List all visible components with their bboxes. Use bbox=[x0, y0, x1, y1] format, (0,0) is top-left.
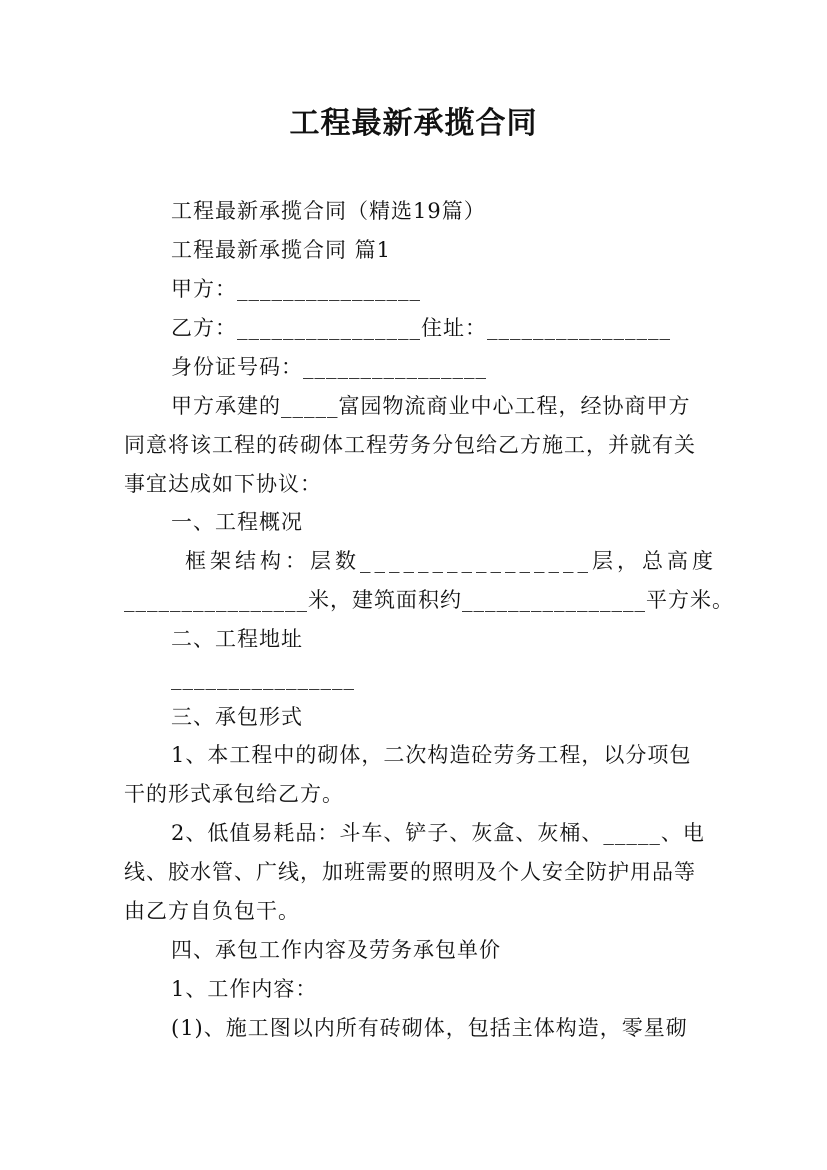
subtitle-line: 工程最新承揽合同（精选19篇） bbox=[171, 199, 486, 223]
paragraph-line: 框架结构：层数________________层，总高度 bbox=[185, 549, 717, 573]
section-heading: 工程最新承揽合同 篇1 bbox=[171, 238, 392, 262]
paragraph-line: 同意将该工程的砖砌体工程劳务分包给乙方施工，并就有关 bbox=[124, 433, 696, 457]
paragraph-line: ________________米，建筑面积约________________平方米。 bbox=[124, 588, 734, 612]
paragraph-line: 2、低值易耗品：斗车、铲子、灰盒、灰桶、_____、电 bbox=[171, 821, 705, 845]
paragraph-line: 由乙方自负包干。 bbox=[124, 899, 300, 923]
document-title: 工程最新承揽合同 bbox=[289, 106, 538, 141]
section-heading: 三、承包形式 bbox=[171, 705, 303, 729]
paragraph-line: 线、胶水管、广线，加班需要的照明及个人安全防护用品等 bbox=[124, 860, 696, 884]
paragraph-line: 1、工作内容： bbox=[171, 977, 318, 1001]
paragraph-line: 事宜达成如下协议： bbox=[124, 472, 322, 496]
section-heading: 二、工程地址 bbox=[171, 627, 303, 651]
party-a-line: 甲方：________________ bbox=[171, 277, 421, 301]
paragraph-line: (1)、施工图以内所有砖砌体，包括主体构造，零星砌 bbox=[171, 1016, 688, 1040]
section-heading: 四、承包工作内容及劳务承包单价 bbox=[171, 938, 501, 962]
paragraph-line: 干的形式承包给乙方。 bbox=[124, 782, 344, 806]
address-blank-line: ________________ bbox=[171, 666, 355, 690]
section-heading: 一、工程概况 bbox=[171, 510, 303, 534]
party-b-line: 乙方：________________住址：________________ bbox=[171, 316, 671, 340]
paragraph-line: 甲方承建的_____富园物流商业中心工程，经协商甲方 bbox=[171, 394, 691, 418]
id-number-line: 身份证号码：________________ bbox=[171, 355, 487, 379]
paragraph-line: 1、本工程中的砌体，二次构造砼劳务工程，以分项包 bbox=[171, 743, 692, 767]
